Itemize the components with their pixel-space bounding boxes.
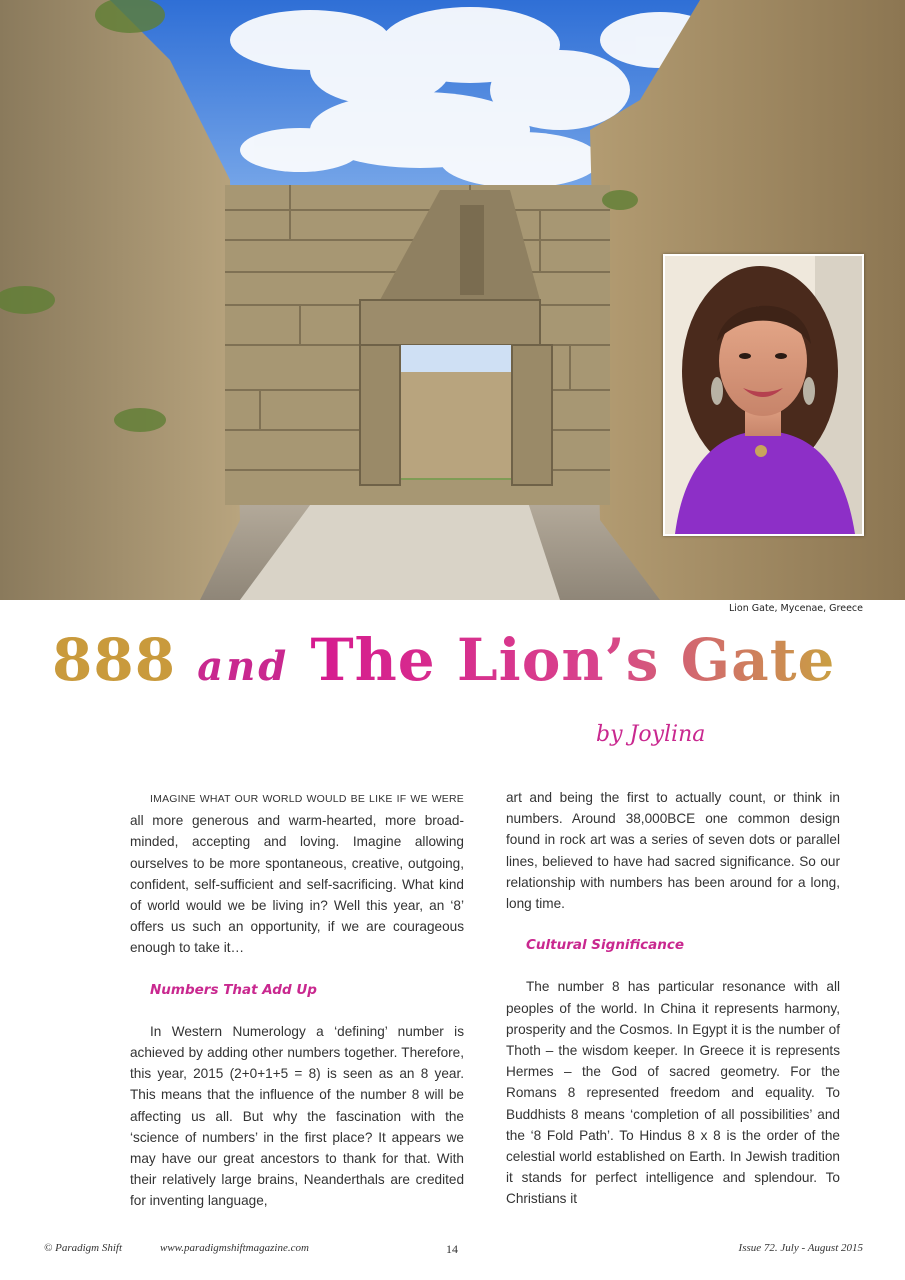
cultural-paragraph: The number 8 has particular resonance with all peoples of the world. In China it represents harmony, prosperity and the Cosmos. In Egypt it is the number of Thoth – the wisdom keeper. In Greece it is represents Hermes – the God of sacred geometry. For the Romans 8 represented freedom and equality. To Buddhists 8 means ‘completion of all possibilities’ and the ‘8 Fold Path’. To Hindus 8 x 8 is the order of the celestial world established on Earth. In Jewish tradition it stands for perfect intelligence and splendour. To Christians it <box>506 979 840 1207</box>
intro-text: all more generous and warm-hearted, more broad-minded, accepting and loving. Imagine allowing ourselves to be more spontaneous, creative, outgoing, confident, self-sufficient and self-sacrificing. What kind of world would we be living in? Well this year, an ‘8’ offers us such an opportunity, if we are courageous enough to take it… <box>130 813 464 956</box>
author-portrait-photo <box>663 254 864 536</box>
article-column-left <box>130 787 464 1212</box>
section-heading-cultural: Cultural Significance <box>526 937 685 954</box>
author-byline: by Joylina <box>596 722 706 747</box>
intro-small-caps: IMAGINE WHAT OUR WORLD WOULD BE LIKE IF WE WERE <box>150 793 464 805</box>
footer-issue: Issue 72. July - August 2015 <box>738 1242 863 1254</box>
section-heading-numbers: Numbers That Add Up <box>150 981 317 998</box>
article-title <box>52 622 852 702</box>
article-column-right <box>506 787 840 1210</box>
numerology-paragraph: In Western Numerology a ‘defining’ number is achieved by adding other numbers together. Therefore, this year, 2015 (2+0+1+5 = 8) is seen as an 8 year. This means that the influence of the number 8 will be affecting us all. But why the fascination with the ‘science of numbers’ in the first place? It appears we may have our great ancestors to thank for that. With their relatively large brains, Neanderthals are credited for inventing language, <box>130 1023 464 1209</box>
title-main: The Lion’s Gate <box>310 626 836 694</box>
author-portrait-illustration <box>665 256 862 534</box>
title-connector: and <box>197 643 290 690</box>
hero-photo-lion-gate <box>0 0 905 600</box>
ancestors-paragraph: art and being the first to actually count, or think in numbers. Around 38,000BCE one common design found in rock art was a series of seven dots or parallel lines, believed to have had sacred significance. So our relationship with numbers has been around for a long, long time. <box>506 790 840 912</box>
footer-url: www.paradigmshiftmagazine.com <box>160 1242 309 1254</box>
page-footer <box>0 1242 905 1262</box>
photo-caption: Lion Gate, Mycenae, Greece <box>728 603 863 614</box>
footer-copyright: © Paradigm Shift <box>44 1242 123 1254</box>
intro-paragraph <box>130 787 464 959</box>
title-number: 888 <box>52 626 177 694</box>
page-number: 14 <box>446 1242 458 1256</box>
